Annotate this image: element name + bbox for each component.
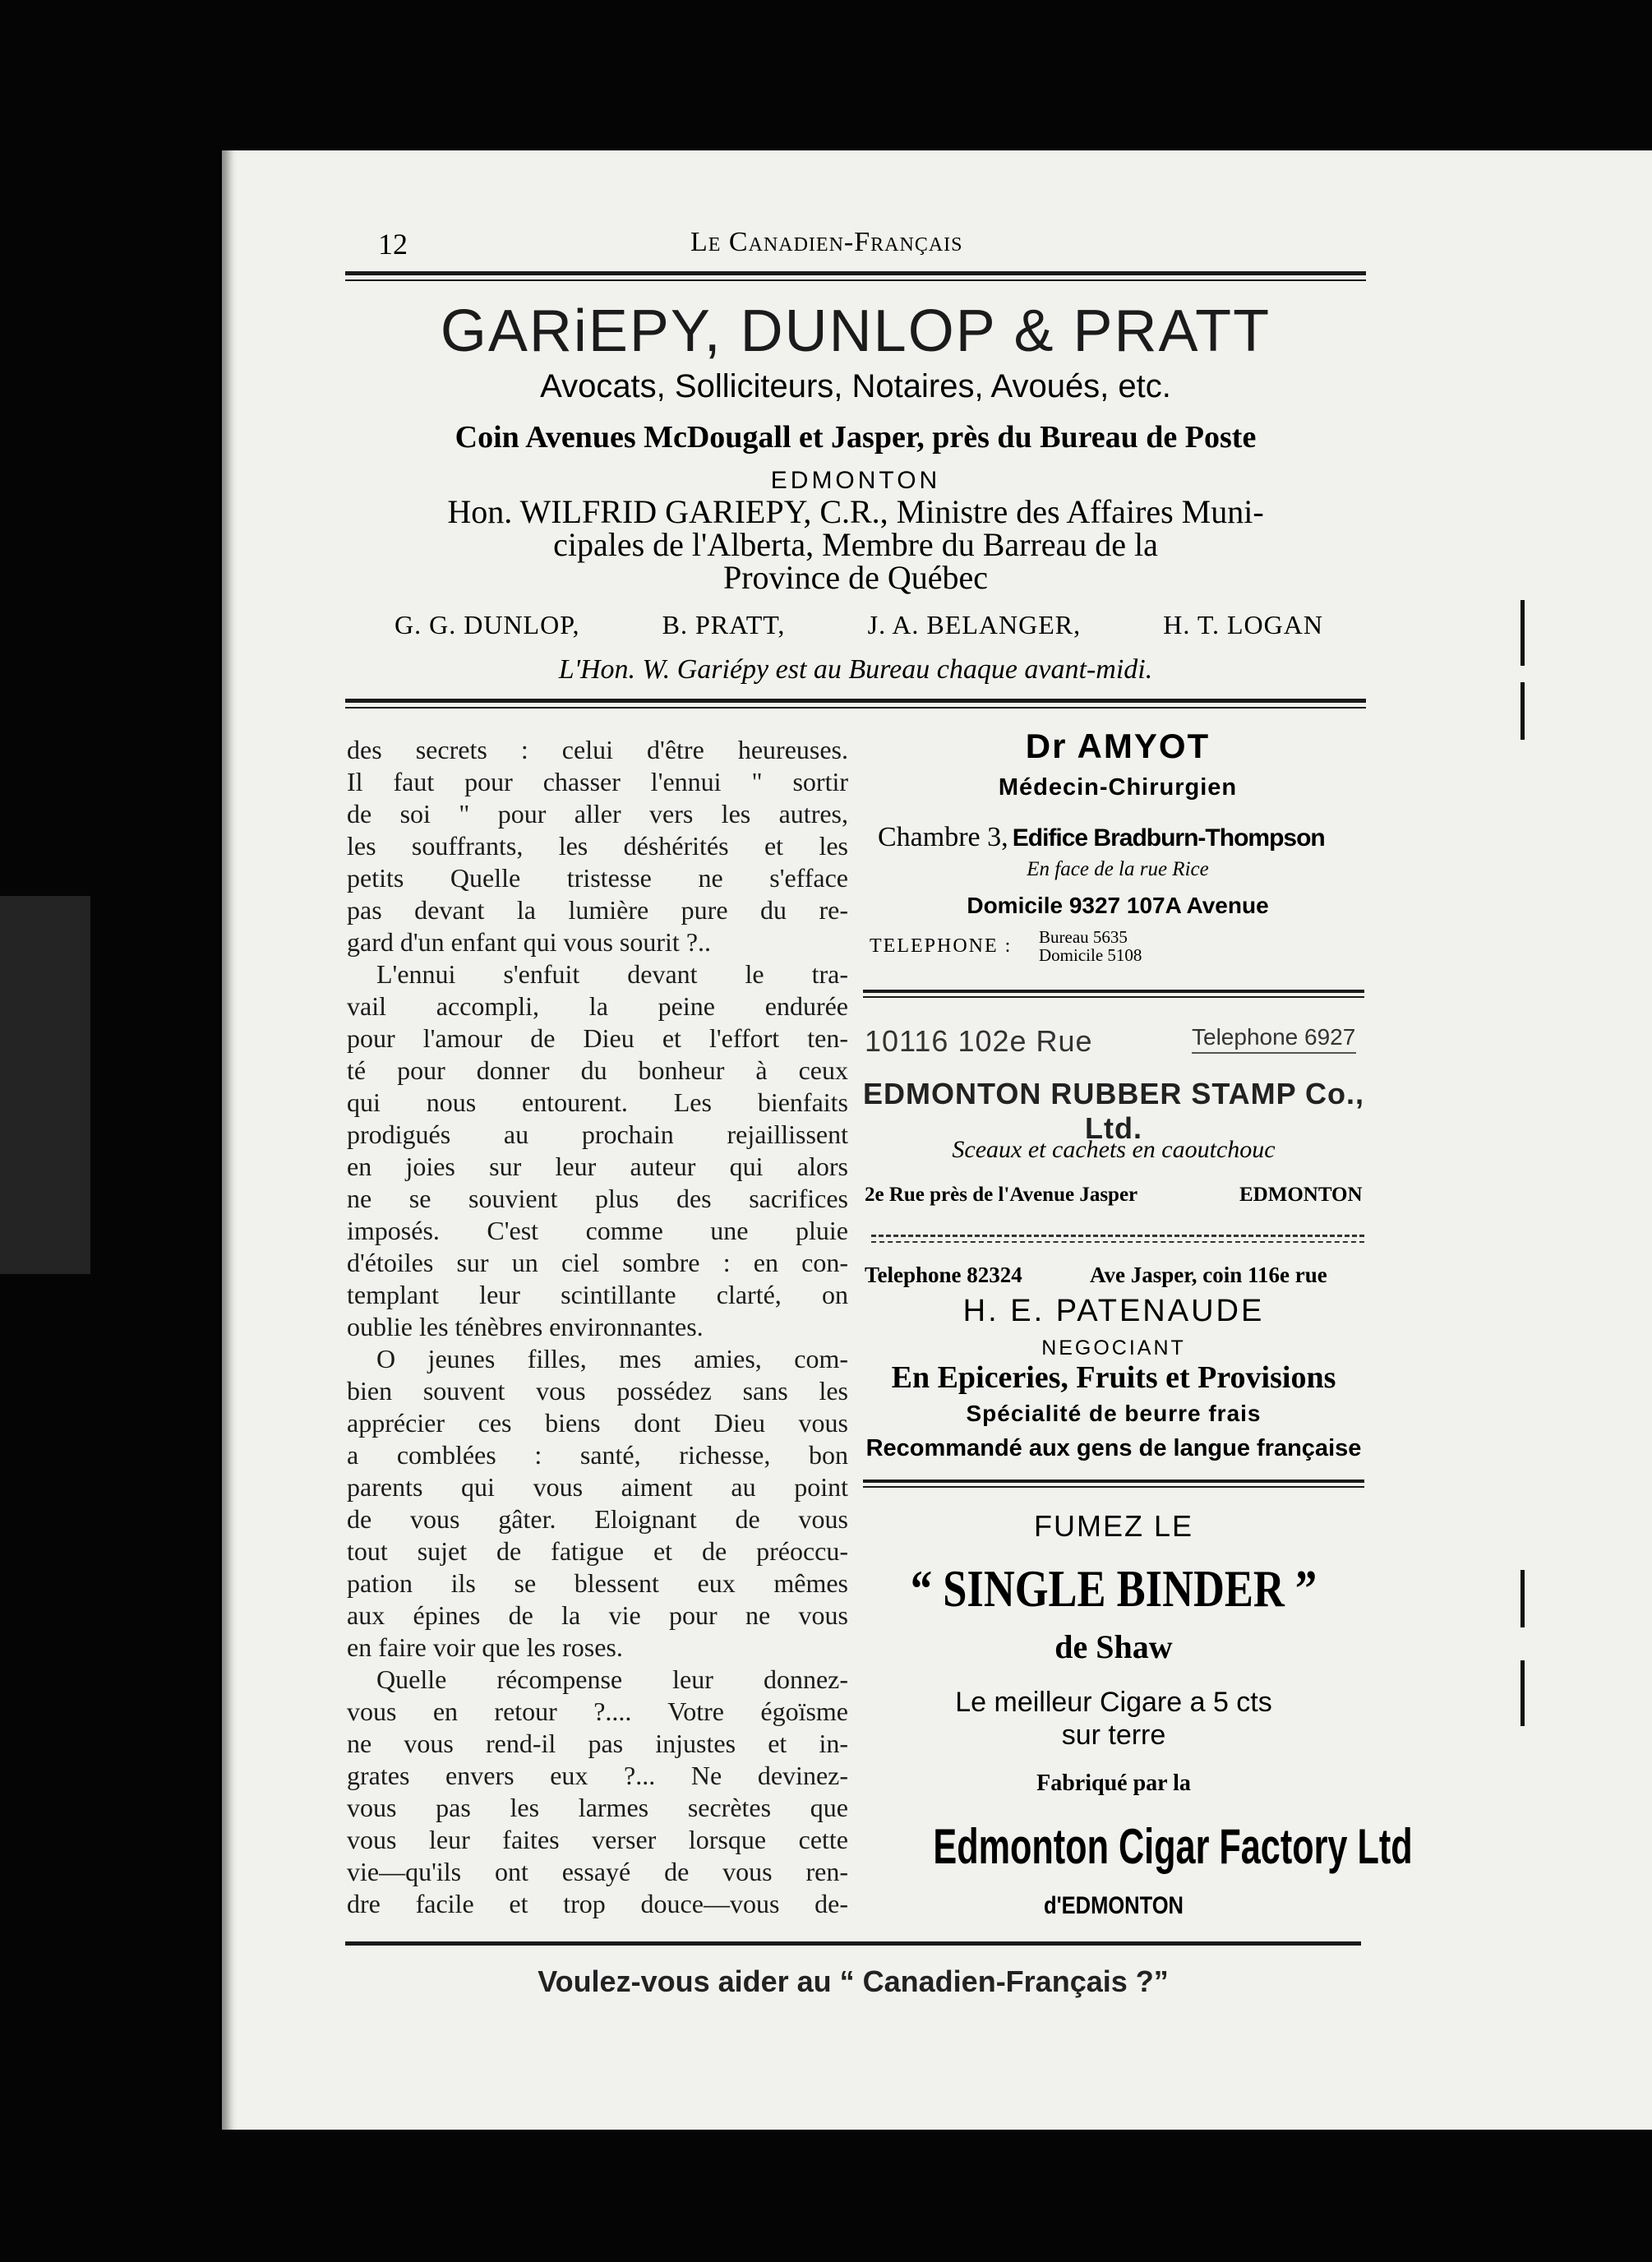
article-line: tout sujet de fatigue et de préoccu- — [347, 1536, 848, 1566]
firm-note: L'Hon. W. Gariépy est au Bureau chaque avant-midi. — [558, 654, 1153, 685]
article-line: petits Quelle tristesse ne s'efface — [347, 863, 848, 893]
amyot-address — [878, 822, 1371, 853]
margin-mark — [1520, 682, 1525, 740]
article-column — [347, 734, 848, 1920]
cigar-slogan-line-1: Le meilleur Cigare a 5 cts — [955, 1687, 1272, 1718]
ad-divider-thin — [863, 996, 1364, 998]
stamp-location: 2e Rue près de l'Avenue Jasper — [865, 1184, 1138, 1206]
stamp-address: 10116 102e Rue — [865, 1024, 1093, 1058]
article-line: vous en retour ?.... Votre égoïsme — [347, 1696, 848, 1726]
partner-name: J. A. BELANGER, — [867, 610, 1082, 639]
patenaude-name: H. E. PATENAUDE — [962, 1294, 1265, 1328]
article-line: a comblées : santé, richesse, bon — [347, 1440, 848, 1470]
article-line: L'ennui s'enfuit devant le tra- — [376, 959, 848, 989]
section-rule-thin — [345, 707, 1366, 709]
article-line: imposés. C'est comme une pluie — [347, 1216, 848, 1245]
firm-hon-line-2: cipales de l'Alberta, Membre du Barreau de la — [553, 526, 1158, 563]
cigar-maker: de Shaw — [1054, 1628, 1173, 1665]
patenaude-address: Ave Jasper, coin 116e rue — [1090, 1263, 1327, 1287]
article-line: vous leur faites verser lorsque cette — [347, 1825, 848, 1854]
article-line: parents qui vous aiment au point — [347, 1472, 848, 1502]
amyot-building: Edifice Bradburn-Thompson — [1012, 824, 1325, 852]
patenaude-role: NEGOCIANT — [1041, 1336, 1186, 1360]
ad-divider-thin — [863, 1486, 1364, 1488]
article-line: en joies sur leur auteur qui alors — [347, 1152, 848, 1181]
article-line: de vous gâter. Eloignant de vous — [347, 1504, 848, 1534]
article-line: de soi " pour aller vers les autres, — [347, 799, 848, 829]
article-line: té pour donner du bonheur à ceux — [347, 1055, 848, 1085]
amyot-phone-office: Bureau 5635 — [1039, 927, 1128, 947]
page-number: 12 — [378, 228, 408, 261]
amyot-name: Dr AMYOT — [1025, 727, 1211, 765]
article-line: ne se souvient plus des sacrifices — [347, 1184, 848, 1213]
margin-mark — [1520, 600, 1525, 666]
partner-name: G. G. DUNLOP, — [395, 610, 580, 639]
cigar-brand: “ SINGLE BINDER ” — [910, 1559, 1317, 1618]
section-rule — [345, 699, 1366, 703]
article-line: les souffrants, les déshérités et les — [347, 831, 848, 861]
article-line: vie—qu'ils ont essayé de vous ren- — [347, 1857, 848, 1886]
article-line: apprécier ces biens dont Dieu vous — [347, 1408, 848, 1438]
article-line: en faire voir que les roses. — [347, 1632, 623, 1662]
film-margin — [0, 896, 90, 1274]
ad-divider — [863, 1480, 1364, 1483]
patenaude-goods: En Epiceries, Fruits et Provisions — [891, 1360, 1336, 1395]
article-line: prodigués au prochain rejaillissent — [347, 1119, 848, 1149]
stamp-city: EDMONTON — [1239, 1184, 1363, 1206]
article-line: ne vous rend-il pas injustes et in- — [347, 1729, 848, 1758]
header-rule — [345, 271, 1366, 275]
partner-name: B. PRATT, — [662, 610, 786, 639]
journal-title: Le Canadien-Français — [690, 227, 963, 257]
article-line: qui nous entourent. Les bienfaits — [347, 1087, 848, 1117]
firm-address: Coin Avenues McDougall et Jasper, près du Bureau de Poste — [455, 420, 1257, 455]
cigar-slogan-line-2: sur terre — [1061, 1720, 1166, 1751]
firm-name: GARiEPY, DUNLOP & PRATT — [440, 298, 1271, 364]
article-line: pas devant la lumière pure du re- — [347, 895, 848, 925]
footer-appeal: Voulez-vous aider au “ Canadien-Français ?” — [538, 1964, 1169, 1998]
cigar-intro: FUMEZ LE — [1033, 1509, 1193, 1543]
ad-divider — [863, 990, 1364, 993]
stamp-company: EDMONTON RUBBER STAMP Co., Ltd. — [863, 1077, 1365, 1145]
firm-hon-line-1: Hon. WILFRID GARIEPY, C.R., Ministre des Affaires Muni- — [447, 493, 1264, 530]
cigar-factory: Edmonton Cigar Factory Ltd — [933, 1819, 1413, 1874]
cigar-city: d'EDMONTON — [1044, 1892, 1184, 1919]
article-line: Il faut pour chasser l'ennui " sortir — [347, 767, 848, 796]
amyot-domicile: Domicile 9327 107A Avenue — [967, 893, 1269, 918]
amyot-phone-home: Domicile 5108 — [1039, 945, 1142, 965]
footer-rule — [345, 1941, 1361, 1946]
firm-city: EDMONTON — [770, 467, 941, 494]
article-line: vous pas les larmes secrètes que — [347, 1793, 848, 1822]
article-line: bien souvent vous possédez sans les — [347, 1376, 848, 1406]
partner-name: H. T. LOGAN — [1163, 610, 1323, 639]
article-line: dre facile et trop douce—vous de- — [347, 1889, 848, 1918]
article-line: oublie les ténèbres environnantes. — [347, 1312, 704, 1341]
article-line: templant leur scintillante clarté, on — [347, 1280, 848, 1309]
article-line: gard d'un enfant qui vous sourit ?.. — [347, 927, 712, 957]
article-line: vail accompli, la peine endurée — [347, 991, 848, 1021]
article-line: Quelle récompense leur donnez- — [376, 1664, 848, 1694]
article-line: d'étoiles sur un ciel sombre : en con- — [347, 1248, 848, 1277]
firm-hon-line-3: Province de Québec — [722, 559, 989, 596]
ad-dotted-divider — [871, 1241, 1364, 1243]
article-line: pation ils se blessent eux mêmes — [347, 1568, 848, 1598]
margin-mark — [1520, 1660, 1525, 1726]
cigar-made-by: Fabriqué par la — [1036, 1770, 1191, 1796]
amyot-room: Chambre 3, — [878, 822, 1008, 852]
article-line: des secrets : celui d'être heureuses. — [347, 735, 848, 764]
stamp-telephone: Telephone 6927 — [1192, 1024, 1356, 1050]
stamp-underline — [1192, 1052, 1356, 1054]
amyot-title: Médecin-Chirurgien — [998, 774, 1238, 801]
patenaude-specialty: Spécialité de beurre frais — [966, 1401, 1262, 1426]
patenaude-recommended: Recommandé aux gens de langue française — [865, 1435, 1362, 1461]
article-line: grates envers eux ?... Ne devinez- — [347, 1761, 848, 1790]
stamp-tagline: Sceaux et cachets en caoutchouc — [952, 1136, 1276, 1163]
firm-partners — [395, 610, 1323, 640]
article-line: aux épines de la vie pour ne vous — [347, 1600, 848, 1630]
header-rule-thin — [345, 279, 1366, 281]
patenaude-telephone: Telephone 82324 — [865, 1263, 1022, 1287]
article-line: O jeunes filles, mes amies, com- — [376, 1344, 848, 1373]
article-line: pour l'amour de Dieu et l'effort ten- — [347, 1023, 848, 1053]
amyot-facing: En face de la rue Rice — [1027, 858, 1209, 880]
margin-mark — [1520, 1570, 1525, 1627]
firm-services: Avocats, Solliciteurs, Notaires, Avoués, etc. — [540, 368, 1171, 404]
ad-dotted-divider — [871, 1235, 1364, 1237]
amyot-telephone-label: TELEPHONE : — [870, 935, 1013, 957]
